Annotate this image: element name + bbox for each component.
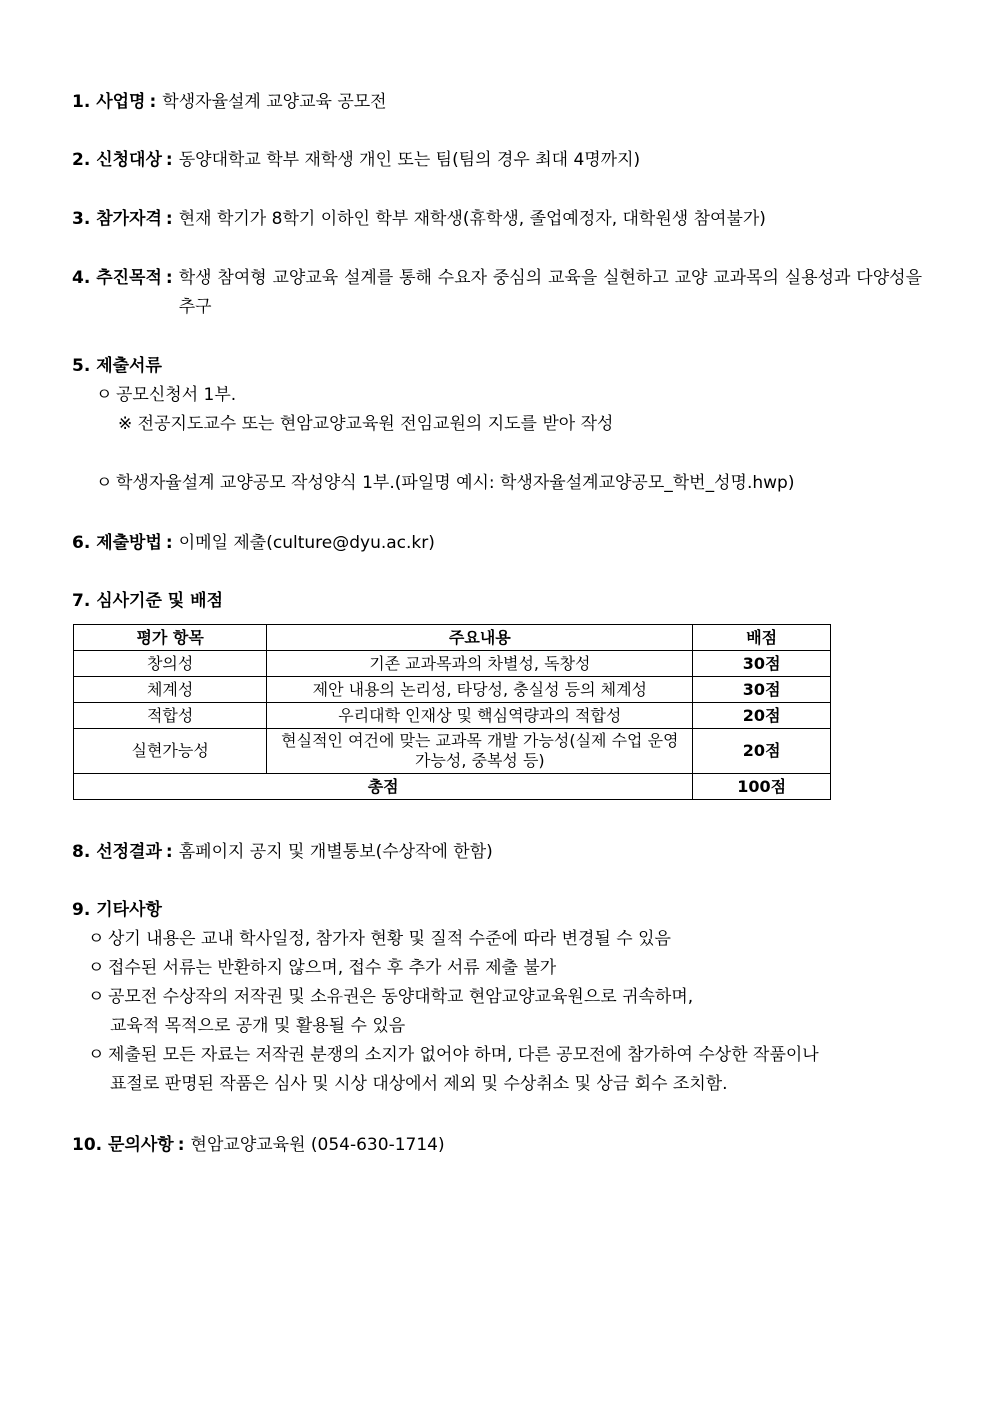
documents-item-1-text: 공모신청서 1부. xyxy=(116,385,237,405)
row-item: 체계성 xyxy=(74,677,267,703)
section-purpose xyxy=(72,264,922,322)
bullet-mark: ㅇ xyxy=(88,929,105,949)
section-heading: 2. 신청대상 xyxy=(72,150,162,170)
target-text: 동양대학교 학부 재학생 개인 또는 팀(팀의 경우 최대 4명까지) xyxy=(178,150,641,170)
documents-note: ※ 전공지도교수 또는 현암교양교육원 전임교원의 지도를 받아 작성 xyxy=(118,414,614,434)
section-heading: 5. 제출서류 xyxy=(72,356,162,376)
section-heading: 10. 문의사항 xyxy=(72,1135,174,1155)
row-content: 기존 교과목과의 차별성, 독창성 xyxy=(267,651,693,677)
header-content: 주요내용 xyxy=(267,625,693,651)
section-documents xyxy=(72,352,922,498)
total-label: 총점 xyxy=(74,774,693,800)
colon: : xyxy=(165,533,173,553)
bullet-mark: ㅇ xyxy=(88,987,105,1007)
selection-result-text: 홈페이지 공지 및 개별통보(수상작에 한함) xyxy=(178,842,493,862)
header-score: 배점 xyxy=(693,625,831,651)
bullet-mark: ㅇ xyxy=(96,473,113,493)
notes-item-4 xyxy=(72,1041,922,1070)
notes-item-text: 접수된 서류는 반환하지 않으며, 접수 후 추가 서류 제출 불가 xyxy=(108,958,557,978)
evaluation-table xyxy=(73,624,831,800)
notes-item-3-continuation: 교육적 목적으로 공개 및 활용될 수 있음 xyxy=(110,1016,406,1036)
row-content: 현실적인 여건에 맞는 교과목 개발 가능성(실제 수업 운영 가능성, 중복성 등) xyxy=(267,729,693,774)
section-eligibility-target xyxy=(72,146,922,175)
section-evaluation-criteria xyxy=(72,587,922,616)
row-content: 제안 내용의 논리성, 타당성, 충실성 등의 체계성 xyxy=(267,677,693,703)
documents-item-2 xyxy=(72,469,922,498)
row-item: 창의성 xyxy=(74,651,267,677)
row-score: 20점 xyxy=(693,729,831,774)
notes-item-text: 제출된 모든 자료는 저작권 분쟁의 소지가 없어야 하며, 다른 공모전에 참가하여 수상한 작품이나 xyxy=(108,1045,819,1065)
documents-item-2-text: 학생자율설계 교양공모 작성양식 1부.(파일명 예시: 학생자율설계교양공모_학번_성명.hwp) xyxy=(116,473,795,493)
row-score: 20점 xyxy=(693,703,831,729)
colon: : xyxy=(165,268,173,288)
table-header-row xyxy=(74,625,831,651)
section-project-name xyxy=(72,88,922,117)
table-row xyxy=(74,677,831,703)
project-name-text: 학생자율설계 교양교육 공모전 xyxy=(162,92,387,112)
colon: : xyxy=(149,92,157,112)
colon: : xyxy=(165,150,173,170)
section-qualification xyxy=(72,205,922,234)
documents-item-1 xyxy=(72,381,922,410)
section-heading: 8. 선정결과 xyxy=(72,842,162,862)
section-heading: 7. 심사기준 및 배점 xyxy=(72,591,223,611)
section-submission-method xyxy=(72,529,922,558)
section-heading: 6. 제출방법 xyxy=(72,533,162,553)
colon: : xyxy=(165,209,173,229)
bullet-mark: ㅇ xyxy=(88,958,105,978)
total-score: 100점 xyxy=(693,774,831,800)
section-heading: 1. 사업명 xyxy=(72,92,146,112)
section-heading: 4. 추진목적 xyxy=(72,268,162,288)
bullet-mark: ㅇ xyxy=(96,385,113,405)
header-item: 평가 항목 xyxy=(74,625,267,651)
qualification-text: 현재 학기가 8학기 이하인 학부 재학생(휴학생, 졸업예정자, 대학원생 참여불가) xyxy=(178,209,766,229)
notes-item-text: 공모전 수상작의 저작권 및 소유권은 동양대학교 현암교양교육원으로 귀속하며, xyxy=(108,987,694,1007)
row-content: 우리대학 인재상 및 핵심역량과의 적합성 xyxy=(267,703,693,729)
purpose-text: 학생 참여형 교양교육 설계를 통해 수요자 중심의 교육을 실현하고 교양 교과목의 실용성과 다양성을 추구 xyxy=(178,268,922,317)
inquiry-text: 현암교양교육원 (054-630-1714) xyxy=(190,1135,445,1155)
notes-item-2 xyxy=(72,954,922,983)
table-total-row xyxy=(74,774,831,800)
table-row xyxy=(74,729,831,774)
notes-item-3 xyxy=(72,983,922,1012)
table-row xyxy=(74,651,831,677)
colon: : xyxy=(177,1135,185,1155)
row-score: 30점 xyxy=(693,651,831,677)
notes-item-1 xyxy=(72,925,922,954)
submission-method-text: 이메일 제출(culture@dyu.ac.kr) xyxy=(178,533,435,553)
row-item: 적합성 xyxy=(74,703,267,729)
bullet-mark: ㅇ xyxy=(88,1045,105,1065)
notes-item-text: 상기 내용은 교내 학사일정, 참가자 현황 및 질적 수준에 따라 변경될 수 있음 xyxy=(108,929,671,949)
section-heading: 3. 참가자격 xyxy=(72,209,162,229)
row-item: 실현가능성 xyxy=(74,729,267,774)
section-inquiry xyxy=(72,1131,922,1160)
table-row xyxy=(74,703,831,729)
colon: : xyxy=(165,842,173,862)
notes-item-4-continuation: 표절로 판명된 작품은 심사 및 시상 대상에서 제외 및 수상취소 및 상금 회수 조치함. xyxy=(110,1074,728,1094)
section-selection-result xyxy=(72,838,922,867)
section-heading: 9. 기타사항 xyxy=(72,900,162,920)
row-score: 30점 xyxy=(693,677,831,703)
section-other-notes xyxy=(72,896,922,1099)
